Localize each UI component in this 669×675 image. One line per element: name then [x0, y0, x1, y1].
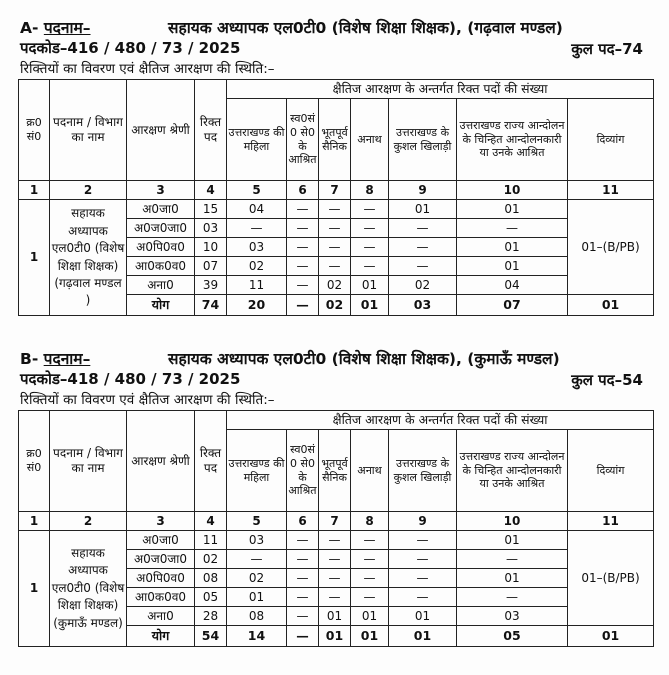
total-ex-army: 01 — [319, 626, 351, 647]
row-sno: 1 — [19, 531, 50, 647]
row-ex-army: 01 — [319, 607, 351, 626]
row-ex-army: 02 — [319, 276, 351, 295]
header-vacancy: रिक्त पद — [195, 411, 227, 512]
row-category: अना0 — [127, 607, 195, 626]
row-category: अना0 — [127, 276, 195, 295]
row-freedom: — — [287, 257, 319, 276]
row-agitator: 01 — [457, 200, 568, 219]
header-category: आरक्षण श्रेणी — [127, 411, 195, 512]
row-women: 03 — [227, 531, 287, 550]
header-sportsman: उत्तराखण्ड के कुशल खिलाड़ी — [389, 99, 457, 181]
total-sportsman: 03 — [389, 295, 457, 316]
row-women: — — [227, 219, 287, 238]
total-vacancy: 74 — [195, 295, 227, 316]
row-category: आ0क0व0 — [127, 588, 195, 607]
row-category: अ0पि0व0 — [127, 238, 195, 257]
divyang-value: 01–(B/PB) — [568, 200, 654, 295]
col-number: 9 — [389, 181, 457, 200]
row-agitator: 03 — [457, 607, 568, 626]
row-sportsman: — — [389, 550, 457, 569]
col-number: 9 — [389, 512, 457, 531]
col-number: 2 — [50, 512, 127, 531]
col-number: 4 — [195, 512, 227, 531]
header-orphan: अनाथ — [351, 99, 389, 181]
col-number: 1 — [19, 512, 50, 531]
col-number: 8 — [351, 512, 389, 531]
header-ex-army: भूतपूर्व सैनिक — [319, 430, 351, 512]
table-row — [19, 200, 654, 219]
row-women: 08 — [227, 607, 287, 626]
row-ex-army: — — [319, 200, 351, 219]
row-sportsman: — — [389, 238, 457, 257]
total-agitator: 05 — [457, 626, 568, 647]
total-vacancy: 54 — [195, 626, 227, 647]
header-divyang: दिव्यांग — [568, 430, 654, 512]
row-agitator: 01 — [457, 531, 568, 550]
total-women: 20 — [227, 295, 287, 316]
total-posts: कुल पद–54 — [571, 371, 643, 389]
row-orphan: — — [351, 238, 389, 257]
row-orphan: — — [351, 569, 389, 588]
col-number: 10 — [457, 512, 568, 531]
row-vacancy: 02 — [195, 550, 227, 569]
row-agitator: — — [457, 219, 568, 238]
row-freedom: — — [287, 569, 319, 588]
col-number: 3 — [127, 181, 195, 200]
row-freedom: — — [287, 607, 319, 626]
post-code: पदकोड–416 / 480 / 73 / 2025 — [20, 39, 241, 57]
header-horizontal-reservation: क्षैतिज आरक्षण के अन्तर्गत रिक्त पदों की संख्या — [227, 80, 654, 99]
vacancy-description: रिक्तियों का विवरण एवं क्षैतिज आरक्षण की स्थिति:– — [20, 392, 275, 408]
row-women: 02 — [227, 569, 287, 588]
header-divyang: दिव्यांग — [568, 99, 654, 181]
post-title: सहायक अध्यापक एल0टी0 (विशेष शिक्षा शिक्षक), (गढ़वाल मण्डल) — [168, 19, 563, 37]
row-freedom: — — [287, 588, 319, 607]
total-orphan: 01 — [351, 295, 389, 316]
total-divyang: 01 — [568, 626, 654, 647]
row-orphan: — — [351, 257, 389, 276]
row-orphan: — — [351, 219, 389, 238]
section-label: A- पदनाम– — [20, 19, 91, 37]
post-title: सहायक अध्यापक एल0टी0 (विशेष शिक्षा शिक्षक), (कुमाऊँ मण्डल) — [168, 350, 560, 368]
header-orphan: अनाथ — [351, 430, 389, 512]
row-vacancy: 28 — [195, 607, 227, 626]
row-agitator: — — [457, 588, 568, 607]
total-ex-army: 02 — [319, 295, 351, 316]
column-number-row — [19, 181, 654, 200]
section-label: B- पदनाम– — [20, 350, 91, 368]
col-number: 11 — [568, 512, 654, 531]
row-women: — — [227, 550, 287, 569]
vacancy-description: रिक्तियों का विवरण एवं क्षैतिज आरक्षण की स्थिति:– — [20, 61, 275, 77]
col-number: 2 — [50, 181, 127, 200]
header-freedom-fighter: स्व0सं0 से0 के आश्रित — [287, 99, 319, 181]
row-freedom: — — [287, 200, 319, 219]
col-number: 7 — [319, 512, 351, 531]
row-ex-army: — — [319, 238, 351, 257]
col-number: 7 — [319, 181, 351, 200]
row-sportsman: — — [389, 569, 457, 588]
vacancy-table — [18, 79, 654, 316]
header-sno: क्र0 सं0 — [19, 80, 50, 181]
row-category: आ0क0व0 — [127, 257, 195, 276]
row-freedom: — — [287, 238, 319, 257]
row-orphan: 01 — [351, 607, 389, 626]
header-sno: क्र0 सं0 — [19, 411, 50, 512]
row-agitator: — — [457, 550, 568, 569]
header-freedom-fighter: स्व0सं0 से0 के आश्रित — [287, 430, 319, 512]
row-vacancy: 15 — [195, 200, 227, 219]
row-category: अ0ज0जा0 — [127, 550, 195, 569]
divyang-value: 01–(B/PB) — [568, 531, 654, 626]
row-category: अ0ज0जा0 — [127, 219, 195, 238]
row-freedom: — — [287, 550, 319, 569]
col-number: 4 — [195, 181, 227, 200]
total-freedom: — — [287, 295, 319, 316]
col-number: 5 — [227, 512, 287, 531]
row-vacancy: 11 — [195, 531, 227, 550]
row-sportsman: — — [389, 588, 457, 607]
header-women: उत्तराखण्ड की महिला — [227, 430, 287, 512]
total-orphan: 01 — [351, 626, 389, 647]
row-ex-army: — — [319, 588, 351, 607]
header-ex-army: भूतपूर्व सैनिक — [319, 99, 351, 181]
col-number: 8 — [351, 181, 389, 200]
section-b — [18, 347, 653, 647]
row-ex-army: — — [319, 550, 351, 569]
post-code: पदकोड–418 / 480 / 73 / 2025 — [20, 370, 241, 388]
row-women: 11 — [227, 276, 287, 295]
total-divyang: 01 — [568, 295, 654, 316]
row-sportsman: 01 — [389, 607, 457, 626]
row-freedom: — — [287, 276, 319, 295]
header-horizontal-reservation: क्षैतिज आरक्षण के अन्तर्गत रिक्त पदों की संख्या — [227, 411, 654, 430]
header-agitator: उत्तराखण्ड राज्य आन्दोलन के चिन्हित आन्दोलनकारी या उनके आश्रित — [457, 430, 568, 512]
row-category: अ0पि0व0 — [127, 569, 195, 588]
row-agitator: 01 — [457, 257, 568, 276]
row-ex-army: — — [319, 219, 351, 238]
header-vacancy: रिक्त पद — [195, 80, 227, 181]
row-orphan: — — [351, 550, 389, 569]
header-agitator: उत्तराखण्ड राज्य आन्दोलन के चिन्हित आन्दोलनकारी या उनके आश्रित — [457, 99, 568, 181]
total-agitator: 07 — [457, 295, 568, 316]
row-orphan: — — [351, 200, 389, 219]
row-sportsman: — — [389, 531, 457, 550]
col-number: 6 — [287, 512, 319, 531]
row-ex-army: — — [319, 569, 351, 588]
total-women: 14 — [227, 626, 287, 647]
row-sportsman: — — [389, 257, 457, 276]
header-category: आरक्षण श्रेणी — [127, 80, 195, 181]
row-vacancy: 05 — [195, 588, 227, 607]
post-code-line — [18, 38, 653, 59]
total-sportsman: 01 — [389, 626, 457, 647]
col-number: 5 — [227, 181, 287, 200]
row-category: अ0जा0 — [127, 200, 195, 219]
col-number: 11 — [568, 181, 654, 200]
col-number: 6 — [287, 181, 319, 200]
column-number-row — [19, 512, 654, 531]
row-orphan: — — [351, 531, 389, 550]
row-sno: 1 — [19, 200, 50, 316]
row-women: 04 — [227, 200, 287, 219]
row-women: 01 — [227, 588, 287, 607]
total-freedom: — — [287, 626, 319, 647]
row-freedom: — — [287, 219, 319, 238]
row-category: अ0जा0 — [127, 531, 195, 550]
post-code-line — [18, 369, 653, 390]
row-sportsman: — — [389, 219, 457, 238]
header-post: पदनाम / विभाग का नाम — [50, 411, 127, 512]
total-label: योग — [127, 295, 195, 316]
section-title-line — [18, 16, 653, 38]
row-ex-army: — — [319, 257, 351, 276]
section-title-line — [18, 347, 653, 369]
row-agitator: 04 — [457, 276, 568, 295]
row-women: 02 — [227, 257, 287, 276]
section-a — [18, 16, 653, 316]
col-number: 10 — [457, 181, 568, 200]
row-orphan: — — [351, 588, 389, 607]
row-agitator: 01 — [457, 569, 568, 588]
row-vacancy: 03 — [195, 219, 227, 238]
row-vacancy: 39 — [195, 276, 227, 295]
post-name: सहायक अध्यापक एल0टी0 (विशेष शिक्षा शिक्षक) (कुमाऊँ मण्डल) — [50, 531, 127, 647]
row-orphan: 01 — [351, 276, 389, 295]
post-name: सहायक अध्यापक एल0टी0 (विशेष शिक्षा शिक्षक) (गढ़वाल मण्डल ) — [50, 200, 127, 316]
col-number: 1 — [19, 181, 50, 200]
row-vacancy: 07 — [195, 257, 227, 276]
vacancy-table — [18, 410, 654, 647]
total-label: योग — [127, 626, 195, 647]
row-freedom: — — [287, 531, 319, 550]
row-vacancy: 08 — [195, 569, 227, 588]
row-women: 03 — [227, 238, 287, 257]
row-sportsman: 01 — [389, 200, 457, 219]
row-agitator: 01 — [457, 238, 568, 257]
table-row — [19, 531, 654, 550]
row-ex-army: — — [319, 531, 351, 550]
header-women: उत्तराखण्ड की महिला — [227, 99, 287, 181]
total-posts: कुल पद–74 — [571, 40, 643, 58]
row-vacancy: 10 — [195, 238, 227, 257]
header-post: पदनाम / विभाग का नाम — [50, 80, 127, 181]
row-sportsman: 02 — [389, 276, 457, 295]
header-sportsman: उत्तराखण्ड के कुशल खिलाड़ी — [389, 430, 457, 512]
col-number: 3 — [127, 512, 195, 531]
